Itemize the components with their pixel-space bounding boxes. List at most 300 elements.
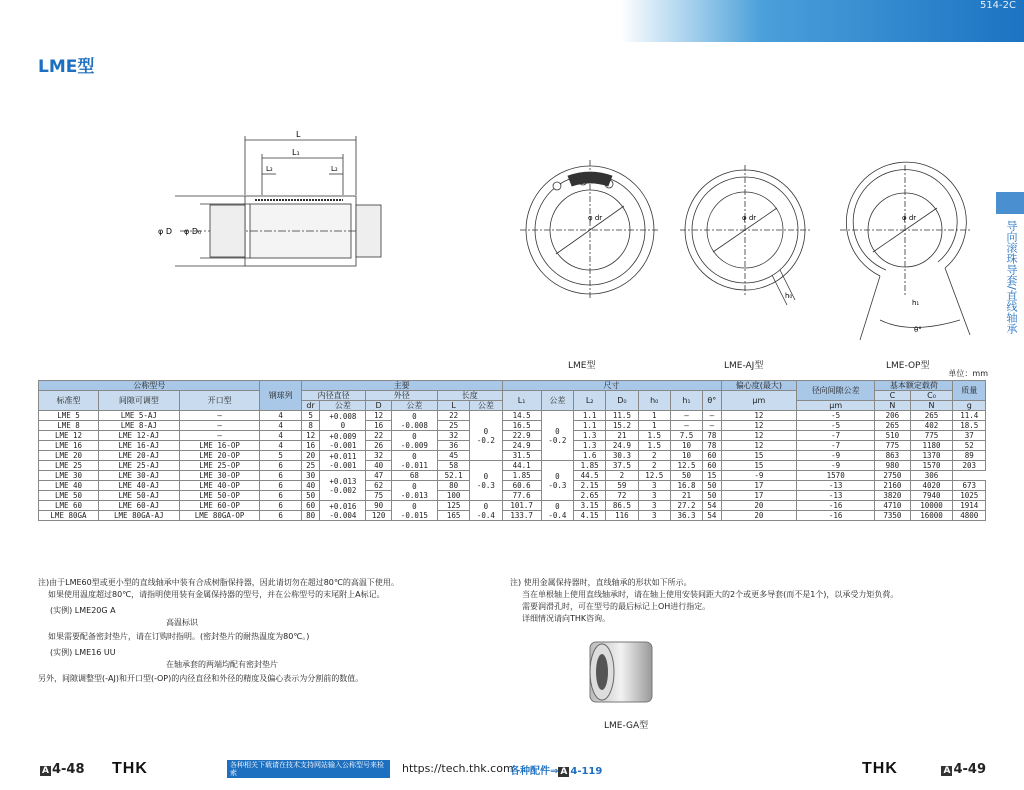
accessories-link[interactable]: 各种配件⇒ A 4-119 <box>510 766 603 777</box>
cell-L2: 1.85 <box>502 471 541 481</box>
dim-L2-right: L₂ <box>331 165 338 173</box>
cell-s: LME 60 <box>39 501 99 511</box>
cell-m: 4800 <box>953 511 986 521</box>
cell-L2: 1.85 <box>574 461 606 471</box>
tolerance-cell: 0 -0.4 <box>470 501 502 521</box>
cell-e: 17 <box>721 481 797 491</box>
footer-page-right: A 4-49 <box>943 762 986 777</box>
caption-lme-op: LME-OP型 <box>886 361 930 371</box>
table-row <box>39 491 986 501</box>
cell-o: — <box>179 431 260 441</box>
notes-left <box>38 577 399 685</box>
cell-b: 6 <box>260 491 301 501</box>
cell-c: -13 <box>797 491 875 501</box>
page-title: LME型 <box>38 57 95 77</box>
cell-D: 47 <box>366 471 391 481</box>
th-inner: 内径直径 <box>301 391 366 401</box>
note-3: 如果需要配备密封垫片，请在订购时指明。(密封垫片的耐热温度为80℃。) <box>48 632 310 641</box>
cell-m: 37 <box>953 431 986 441</box>
cell-th: 50 <box>703 491 721 501</box>
lme-op-section-drawing <box>840 162 970 340</box>
cell-C: 510 <box>875 431 910 441</box>
cell-th: 50 <box>703 481 721 491</box>
cell-o: LME 50-OP <box>179 491 260 501</box>
tolerance-cell: 0 -0.015 <box>391 501 437 521</box>
cell-s: LME 8 <box>39 421 99 431</box>
cell-b: 6 <box>260 511 301 521</box>
cell-a: LME 16-AJ <box>98 441 179 451</box>
table-row <box>39 511 986 521</box>
cell-b: 6 <box>260 481 301 491</box>
cell-c: -9 <box>797 451 875 461</box>
cell-s: LME 5 <box>39 411 99 421</box>
cell-th: 50 <box>670 471 702 481</box>
cell-o: LME 40-OP <box>179 481 260 491</box>
th-size: 尺寸 <box>502 381 721 391</box>
dim-L2-left: L₂ <box>266 165 273 173</box>
cell-D: 90 <box>366 501 391 511</box>
example-1: (实例) LME20G A <box>50 606 116 615</box>
cell-s: LME 50 <box>39 491 99 501</box>
cell-c: -16 <box>797 501 875 511</box>
thk-logo-right: THK <box>862 760 898 777</box>
cell-s: LME 12 <box>39 431 99 441</box>
th-D0: D₀ <box>606 391 638 411</box>
lme-ga-photo <box>580 632 660 712</box>
lme-section-drawing <box>520 160 660 300</box>
technical-drawings <box>0 0 1024 380</box>
th-dr: dr <box>301 401 319 411</box>
th-C0-unit: N <box>910 401 953 411</box>
cell-h1: 16.8 <box>670 481 702 491</box>
cell-m: 1025 <box>953 491 986 501</box>
tolerance-cell: +0.016 -0.004 <box>320 501 366 521</box>
cell-b: 6 <box>260 471 301 481</box>
cell-dr: 20 <box>301 451 319 461</box>
cell-C0: 10000 <box>910 501 953 511</box>
cell-b: 4 <box>260 441 301 451</box>
cell-h1: 10 <box>670 441 702 451</box>
cell-o: LME 60-OP <box>179 501 260 511</box>
cell-D0: 15.2 <box>606 421 638 431</box>
cell-th: 54 <box>703 511 721 521</box>
note-r1: 注) 使用金属保持器时，直线轴承的形状如下所示。 <box>510 578 692 587</box>
cell-C: 265 <box>875 421 910 431</box>
tolerance-cell: 0 -0.2 <box>470 411 502 461</box>
dim-dr-lme: φ dr <box>588 214 603 222</box>
th-L2: L₂ <box>574 391 606 411</box>
cell-D: 120 <box>366 511 391 521</box>
cell-L: 32 <box>437 431 469 441</box>
cell-dr: 8 <box>301 421 319 431</box>
cell-L1: 31.5 <box>502 451 541 461</box>
cell-C0: 402 <box>910 421 953 431</box>
cell-h1: 12.5 <box>670 461 702 471</box>
cell-a: LME 25-AJ <box>98 461 179 471</box>
cell-dr: 50 <box>301 491 319 501</box>
cell-a: LME 40-AJ <box>98 481 179 491</box>
table-row <box>39 461 986 471</box>
cell-o: LME 20-OP <box>179 451 260 461</box>
tolerance-cell: 0 -0.2 <box>541 411 573 461</box>
example-2-label: 在轴承套的两端均配有密封垫片 <box>166 660 278 669</box>
cell-c: -5 <box>797 411 875 421</box>
cell-h1: — <box>670 411 702 421</box>
cell-o: LME 16-OP <box>179 441 260 451</box>
cell-s: LME 40 <box>39 481 99 491</box>
cell-L2: 1.1 <box>574 411 606 421</box>
cell-C: 1570 <box>797 471 875 481</box>
cell-D: 12 <box>366 411 391 421</box>
table-row <box>39 421 986 431</box>
table-row <box>39 411 986 421</box>
cell-dr: 5 <box>301 411 319 421</box>
tolerance-cell: +0.009 -0.001 <box>320 431 366 451</box>
cell-c: -16 <box>797 511 875 521</box>
cell-m: 89 <box>953 451 986 461</box>
cell-m: 18.5 <box>953 421 986 431</box>
cell-a: LME 5-AJ <box>98 411 179 421</box>
cell-m: 203 <box>953 461 986 471</box>
cell-b: 6 <box>260 461 301 471</box>
cell-e: 12 <box>721 411 797 421</box>
cell-C0: 4020 <box>910 481 953 491</box>
cell-C0: 1370 <box>910 451 953 461</box>
cell-e: 15 <box>721 451 797 461</box>
tolerance-cell: +0.008 0 <box>320 411 366 431</box>
cell-D: 16 <box>366 421 391 431</box>
cell-h1: — <box>670 421 702 431</box>
cell-o: LME 25-OP <box>179 461 260 471</box>
dim-dr-op: φ dr <box>902 214 917 222</box>
cell-C0: 775 <box>910 431 953 441</box>
cell-D: 22 <box>366 431 391 441</box>
cell-th: 78 <box>703 441 721 451</box>
cell-th: 54 <box>703 501 721 511</box>
cell-h1: 10 <box>670 451 702 461</box>
cell-h1: 27.2 <box>670 501 702 511</box>
th-h0: h₀ <box>638 391 670 411</box>
cell-L2: 2.15 <box>574 481 606 491</box>
cell-C: 206 <box>875 411 910 421</box>
cell-C: 7350 <box>875 511 910 521</box>
cell-m: 1914 <box>953 501 986 511</box>
cell-a: LME 80GA-AJ <box>98 511 179 521</box>
cell-h0: 1 <box>638 421 670 431</box>
cell-L: 45 <box>437 451 469 461</box>
cell-e: 12 <box>721 421 797 431</box>
th-h1: h₁ <box>670 391 702 411</box>
tolerance-cell: 0 -0.013 <box>391 481 437 501</box>
th-um1: μm <box>721 391 797 411</box>
cell-a: LME 30-AJ <box>98 471 179 481</box>
cell-C: 4710 <box>875 501 910 511</box>
cell-m: 306 <box>910 471 953 481</box>
th-adj: 间隙可调型 <box>98 391 179 411</box>
cell-h0: 2 <box>638 461 670 471</box>
cell-C: 2160 <box>875 481 910 491</box>
cell-e: 15 <box>721 461 797 471</box>
cell-dr: 12 <box>301 431 319 441</box>
cell-th: — <box>703 421 721 431</box>
table-row <box>39 471 986 481</box>
tolerance-cell: 0 -0.011 <box>391 451 437 471</box>
table-row <box>39 441 986 451</box>
dim-phiD: φ D <box>158 227 172 236</box>
website-link[interactable]: https://tech.thk.com <box>402 762 514 775</box>
cell-D: 32 <box>366 451 391 461</box>
cell-L2: 1.6 <box>574 451 606 461</box>
page-code: 514-2C <box>979 0 1016 11</box>
cell-L1: 133.7 <box>502 511 541 521</box>
cell-D: 75 <box>366 491 391 501</box>
th-outer: 外径 <box>366 391 438 401</box>
cell-D0: 24.9 <box>606 441 638 451</box>
cell-s: LME 30 <box>39 471 99 481</box>
cell-D0: 37.5 <box>606 461 638 471</box>
dim-h1: h₁ <box>912 299 920 307</box>
caption-lme-ga: LME-GA型 <box>604 721 649 731</box>
table-row <box>39 481 986 491</box>
cell-D0: 72 <box>606 491 638 501</box>
th-main: 主要 <box>301 381 502 391</box>
cell-o: — <box>179 421 260 431</box>
cell-h0: 3 <box>638 481 670 491</box>
th-load: 基本额定载荷 <box>875 381 953 391</box>
th-clearance: 径向间隙公差 <box>797 381 875 401</box>
cell-c: -7 <box>797 431 875 441</box>
cell-h0: 2 <box>606 471 638 481</box>
tolerance-cell: 0 -0.4 <box>541 501 573 521</box>
note-2: 如果使用温度超过80℃，请指明使用装有金属保持器的型号，并在公称型号的末尾附上A标记。 <box>48 590 385 599</box>
note-r3: 需要润滑孔时，可在型号的最后标记上OH进行指定。 <box>522 602 711 611</box>
cell-h1: 21 <box>670 491 702 501</box>
cell-a: LME 20-AJ <box>98 451 179 461</box>
cell-dr: 25 <box>301 461 319 471</box>
thk-logo-left: THK <box>112 760 148 777</box>
tolerance-cell: +0.011 -0.001 <box>320 451 366 471</box>
cell-e: 12 <box>721 441 797 451</box>
tolerance-cell: 0 -0.3 <box>470 461 502 501</box>
cell-h0: 1 <box>638 411 670 421</box>
example-2: (实例) LME16 UU <box>50 648 116 657</box>
cell-C0: 1570 <box>910 461 953 471</box>
cell-D0: 44.5 <box>574 471 606 481</box>
notes-right <box>510 577 898 625</box>
side-chapter-label: 导向滚珠导套/直线轴承 <box>1005 220 1018 334</box>
cell-s: LME 20 <box>39 451 99 461</box>
note-r4: 详细情况请向THK咨询。 <box>522 614 611 623</box>
cell-s: LME 80GA <box>39 511 99 521</box>
cell-L1: 52.1 <box>437 471 469 481</box>
cell-C: 980 <box>875 461 910 471</box>
dim-L1: L₁ <box>292 148 300 157</box>
cell-D0: 21 <box>606 431 638 441</box>
cell-o: — <box>179 411 260 421</box>
dim-h0: h₀ <box>785 292 793 300</box>
th-C: C <box>875 391 910 401</box>
cell-L1: 16.5 <box>502 421 541 431</box>
cell-c: -5 <box>797 421 875 431</box>
cell-o: LME 30-OP <box>179 471 260 481</box>
cell-L2: 3.15 <box>574 501 606 511</box>
cell-L1: 24.9 <box>502 441 541 451</box>
cell-L1: 77.6 <box>502 491 541 501</box>
th-L1: L₁ <box>502 391 541 411</box>
cell-b: 4 <box>260 431 301 441</box>
cell-c: -9 <box>721 471 797 481</box>
cell-C: 775 <box>875 441 910 451</box>
th-theta: θ° <box>703 391 721 411</box>
cell-dr: 60 <box>301 501 319 511</box>
th-g: g <box>953 401 986 411</box>
cell-L1: 44.1 <box>502 461 541 471</box>
cell-h0: 1.5 <box>638 441 670 451</box>
cell-a: LME 50-AJ <box>98 491 179 501</box>
cell-th: — <box>703 411 721 421</box>
dim-phiD0: φ D₀ <box>184 227 202 236</box>
dim-dr-aj: φ dr <box>742 214 757 222</box>
cell-D: 40 <box>366 461 391 471</box>
cell-b: 5 <box>260 451 301 461</box>
cell-dr: 16 <box>301 441 319 451</box>
th-std: 标准型 <box>39 391 99 411</box>
cell-C0: 2750 <box>875 471 910 481</box>
cell-L2: 1.1 <box>574 421 606 431</box>
tolerance-cell: 0 -0.009 <box>391 431 437 451</box>
cell-a: LME 60-AJ <box>98 501 179 511</box>
cell-th: 60 <box>703 451 721 461</box>
cell-L: 165 <box>437 511 469 521</box>
tolerance-cell: +0.013 -0.002 <box>320 471 366 501</box>
unit-label: 单位：mm <box>948 369 988 378</box>
cell-C0: 265 <box>910 411 953 421</box>
cell-h0: 3 <box>638 501 670 511</box>
cell-C0: 16000 <box>910 511 953 521</box>
cell-b: 4 <box>260 421 301 431</box>
tolerance-cell: 0 -0.008 <box>391 411 437 431</box>
th-um2: μm <box>797 401 875 411</box>
cell-L2: 2.65 <box>574 491 606 501</box>
cell-D0: 30.3 <box>606 451 638 461</box>
cell-h1: 7.5 <box>670 431 702 441</box>
th-model: 公称型号 <box>39 381 260 391</box>
th-mass: 质量 <box>953 381 986 401</box>
cell-L1: 60.6 <box>502 481 541 491</box>
cell-D0: 59 <box>606 481 638 491</box>
cell-L: 22 <box>437 411 469 421</box>
cell-c: -13 <box>797 481 875 491</box>
cell-e: 12 <box>721 431 797 441</box>
cell-c: -7 <box>797 441 875 451</box>
cell-h0: 2 <box>638 451 670 461</box>
cell-C0: 1180 <box>910 441 953 451</box>
cell-dr: 40 <box>301 481 319 491</box>
cell-a: LME 8-AJ <box>98 421 179 431</box>
th-balls: 钢球列 <box>260 381 301 411</box>
cell-D0: 86.5 <box>606 501 638 511</box>
th-length: 长度 <box>437 391 502 401</box>
cell-L: 25 <box>437 421 469 431</box>
table-row <box>39 431 986 441</box>
th-tol4: 公差 <box>541 391 573 411</box>
caption-lme: LME型 <box>568 361 596 371</box>
note-r2: 当在单根轴上使用直线轴承时，请在轴上使用安装间距大的2个或更多导套(而不是1个)，以承受力矩负荷。 <box>522 590 899 599</box>
download-banner[interactable]: 各种相关下载请在技术支持网站输入公称型号来检索 <box>227 760 390 778</box>
caption-lme-aj: LME-AJ型 <box>724 361 764 371</box>
cell-b: 4 <box>260 411 301 421</box>
cell-h1: 12.5 <box>638 471 670 481</box>
dim-L: L <box>296 130 301 139</box>
side-view-drawing <box>175 136 381 266</box>
th-C-unit: N <box>875 401 910 411</box>
cell-L1: 22.9 <box>502 431 541 441</box>
cell-b: 6 <box>260 501 301 511</box>
th-eccentricity: 偏心度(最大) <box>721 381 797 391</box>
cell-s: LME 16 <box>39 441 99 451</box>
cell-a: LME 12-AJ <box>98 431 179 441</box>
cell-L1: 14.5 <box>502 411 541 421</box>
cell-L: 125 <box>437 501 469 511</box>
cell-e: 20 <box>721 501 797 511</box>
table-row <box>39 451 986 461</box>
cell-L: 80 <box>437 481 469 491</box>
cell-L2: 1.3 <box>574 441 606 451</box>
th-L: L <box>437 401 469 411</box>
tolerance-cell: 0 -0.3 <box>541 461 573 501</box>
cell-C: 3820 <box>875 491 910 501</box>
cell-L: 100 <box>437 491 469 501</box>
cell-L: 68 <box>391 471 437 481</box>
th-tol3: 公差 <box>470 401 502 411</box>
cell-dr: 30 <box>301 471 319 481</box>
cell-h0: 1.5 <box>638 431 670 441</box>
lme-aj-section-drawing <box>680 165 810 305</box>
cell-c: -9 <box>797 461 875 471</box>
cell-D0: 11.5 <box>606 411 638 421</box>
cell-m: 52 <box>953 441 986 451</box>
cell-e: 20 <box>721 511 797 521</box>
example-1-label: 高温标识 <box>166 618 198 627</box>
cell-L2: 1.3 <box>574 431 606 441</box>
cell-th: 78 <box>703 431 721 441</box>
footer-page-left: A 4-48 <box>42 762 85 777</box>
cell-L1: 101.7 <box>502 501 541 511</box>
cell-h0: 3 <box>638 511 670 521</box>
dim-theta: θ° <box>914 326 922 334</box>
cell-D: 62 <box>366 481 391 491</box>
cell-D: 26 <box>366 441 391 451</box>
cell-m: 11.4 <box>953 411 986 421</box>
th-tol2: 公差 <box>391 401 437 411</box>
cell-h0: 3 <box>638 491 670 501</box>
cell-dr: 80 <box>301 511 319 521</box>
th-open: 开口型 <box>179 391 260 411</box>
table-row <box>39 501 986 511</box>
cell-e: 15 <box>703 471 721 481</box>
cell-C0: 7940 <box>910 491 953 501</box>
th-tol1: 公差 <box>320 401 366 411</box>
cell-L2: 4.15 <box>574 511 606 521</box>
cell-L: 58 <box>437 461 469 471</box>
spec-table <box>38 380 986 521</box>
cell-h1: 36.3 <box>670 511 702 521</box>
cell-L: 36 <box>437 441 469 451</box>
note-1: 注)由于LME60型或更小型的直线轴承中装有合成树脂保持器，因此请切勿在超过80℃的高温下使用。 <box>38 578 399 587</box>
th-D: D <box>366 401 391 411</box>
cell-th: 60 <box>703 461 721 471</box>
cell-e: 17 <box>721 491 797 501</box>
